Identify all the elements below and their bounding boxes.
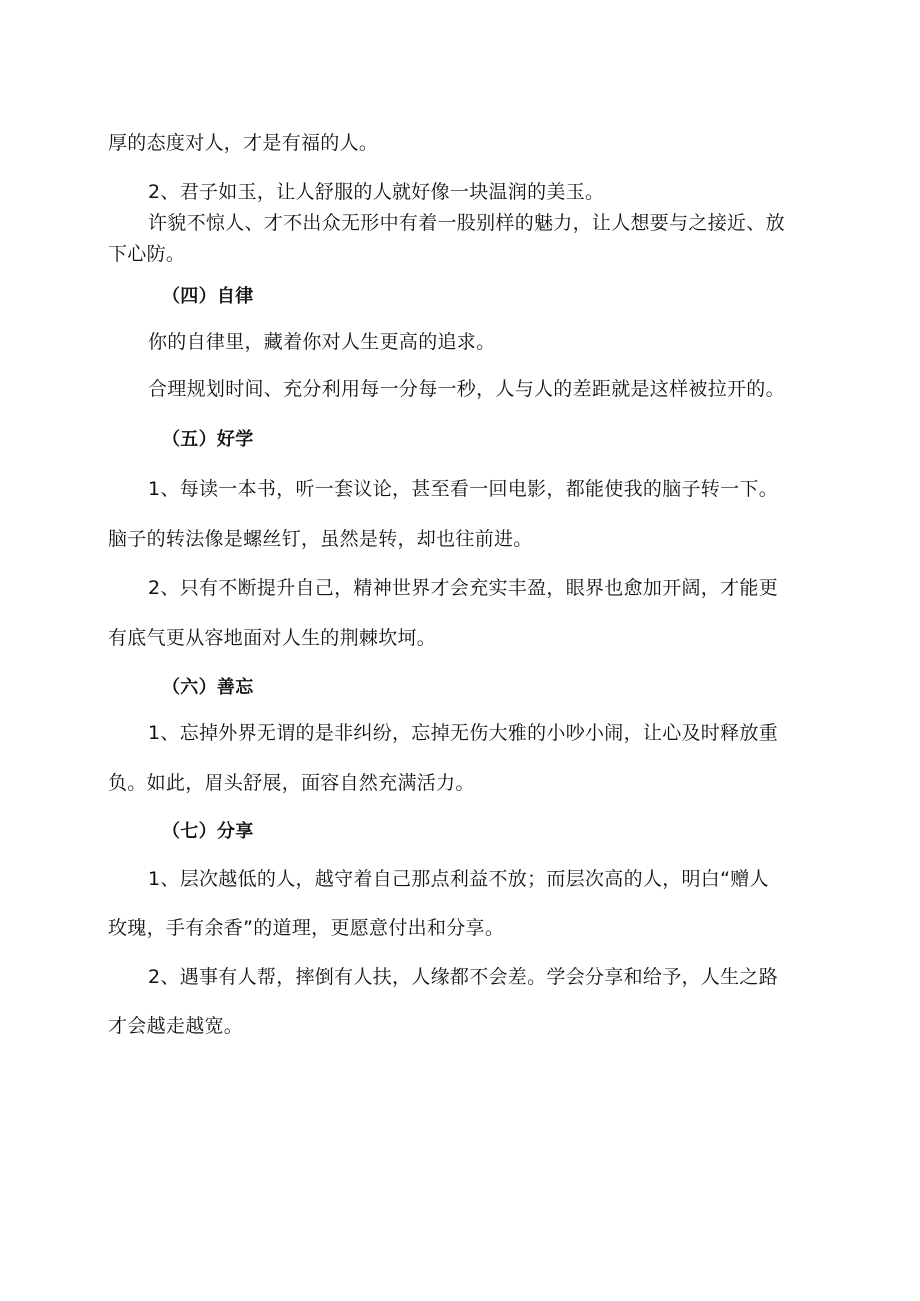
paragraph-line: 厚的态度对人，才是有福的人。 (108, 132, 379, 154)
paragraph-line: 负。如此，眉头舒展，面容自然充满活力。 (108, 772, 475, 794)
paragraph-line: 2、遇事有人帮，摔倒有人扶，人缘都不会差。学会分享和给予，人生之路 (148, 966, 778, 988)
paragraph-line: 玫瑰，手有余香”的道理，更愿意付出和分享。 (108, 917, 505, 939)
paragraph-line: 才会越走越宽。 (108, 1015, 244, 1037)
section-heading: （四）自律 (162, 286, 254, 307)
paragraph-line: 1、层次越低的人，越守着自己那点利益不放；而层次高的人，明白“赠人 (148, 868, 769, 890)
section-heading: （七）分享 (162, 821, 254, 842)
paragraph-line: 下心防。 (108, 243, 186, 265)
paragraph-line: 有底气更从容地面对人生的荆棘坎坷。 (108, 627, 437, 649)
paragraph-line: 脑子的转法像是螺丝钉，虽然是转，却也往前进。 (108, 528, 533, 550)
paragraph-line: 2、只有不断提升自己，精神世界才会充实丰盈，眼界也愈加开阔，才能更 (148, 577, 778, 599)
section-heading: （五）好学 (162, 429, 254, 450)
paragraph-line: 2、君子如玉，让人舒服的人就好像一块温润的美玉。 (148, 181, 605, 203)
paragraph-line: 1、每读一本书，听一套议论，甚至看一回电影，都能使我的脑子转一下。 (148, 478, 778, 500)
paragraph-line: 合理规划时间、充分利用每一分每一秒，人与人的差距就是这样被拉开的。 (148, 378, 785, 400)
section-heading: （六）善忘 (162, 677, 254, 698)
paragraph-line: 你的自律里，藏着你对人生更高的追求。 (148, 331, 496, 353)
paragraph-line: 1、忘掉外界无谓的是非纠纷，忘掉无伤大雅的小吵小闹，让心及时释放重 (148, 722, 778, 744)
paragraph-line: 许貌不惊人、才不出众无形中有着一股别样的魅力，让人想要与之接近、放 (148, 212, 785, 234)
